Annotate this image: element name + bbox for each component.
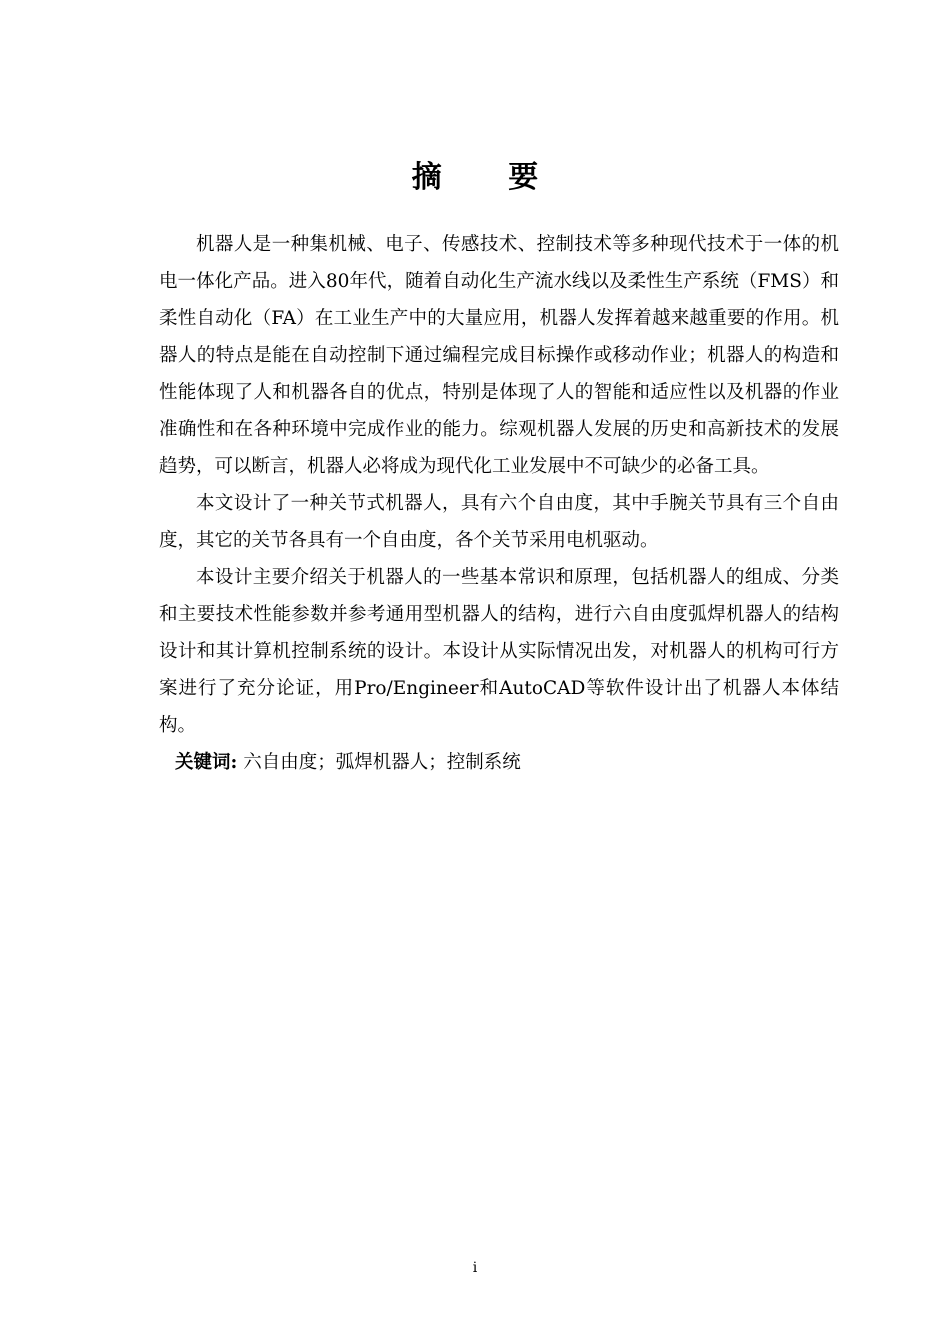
keywords-line	[159, 744, 839, 782]
keywords-value: 六自由度；弧焊机器人；控制系统	[237, 752, 521, 773]
page-title: 摘 要	[411, 160, 567, 195]
abstract-paragraph-1: 机器人是一种集机械、电子、传感技术、控制技术等多种现代技术于一体的机电一体化产品。进入80年代，随着自动化生产流水线以及柔性生产系统（FMS）和柔性自动化（FA）在工业生产中的大量应用，机器人发挥着越来越重要的作用。机器人的特点是能在自动控制下通过编程完成目标操作或移动作业；机器人的构造和性能体现了人和机器各自的优点，特别是体现了人的智能和适应性以及机器的作业准确性和在各种环境中完成作业的能力。综观机器人发展的历史和高新技术的发展趋势，可以断言，机器人必将成为现代化工业发展中不可缺少的必备工具。	[159, 234, 839, 477]
abstract-body	[159, 226, 839, 782]
keywords-label: 关键词:	[175, 752, 238, 773]
page-number: i	[472, 1260, 478, 1276]
abstract-paragraph-3: 本设计主要介绍关于机器人的一些基本常识和原理，包括机器人的组成、分类和主要技术性能参数并参考通用型机器人的结构，进行六自由度弧焊机器人的结构设计和其计算机控制系统的设计。本设计从实际情况出发，对机器人的机构可行方案进行了充分论证，用Pro/Engineer和AutoCAD等软件设计出了机器人本体结构。	[159, 567, 839, 736]
abstract-paragraph-2: 本文设计了一种关节式机器人，具有六个自由度，其中手腕关节具有三个自由度，其它的关节各具有一个自由度，各个关节采用电机驱动。	[159, 493, 839, 551]
